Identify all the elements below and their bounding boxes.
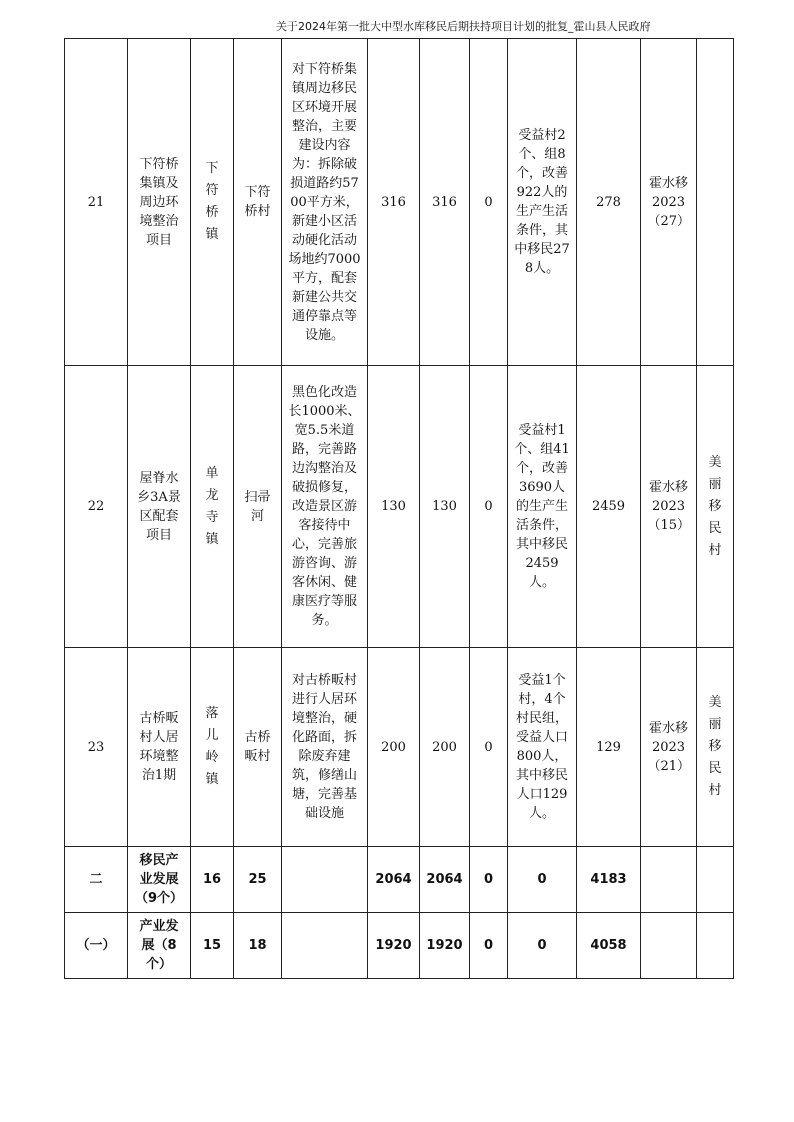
category-name: 产业发展（8个） [128,913,191,979]
construction-content [282,913,368,979]
fund-amount: 200 [420,648,470,847]
category-name: 移民产业发展（9个） [128,847,191,913]
table-row [65,366,734,648]
approval-document: 霍水移2023（27） [641,39,697,366]
total-investment: 200 [368,648,420,847]
other-amount: 0 [470,366,508,648]
town-count: 15 [191,913,234,979]
village-count: 25 [234,847,282,913]
approval-document: 霍水移2023（21） [641,648,697,847]
town-name: 落儿岭镇 [191,648,234,847]
approval-document [641,913,697,979]
remark [697,847,734,913]
benefit-description: 受益村2个、组8个，改善922人的生产生活条件，其中移民278人。 [508,39,577,366]
project-table [64,38,734,979]
other-amount: 0 [470,39,508,366]
page-header-title: 关于2024年第一批大中型水库移民后期扶持项目计划的批复_霍山县人民政府 [276,20,651,33]
fund-amount: 130 [420,366,470,648]
migrant-count: 129 [577,648,641,847]
summary-row [65,847,734,913]
table-row [65,648,734,847]
project-name: 下符桥集镇及周边环境整治项目 [128,39,191,366]
project-name: 古桥畈村人居环境整治1期 [128,648,191,847]
village-name: 下符桥村 [234,39,282,366]
total-investment: 1920 [368,913,420,979]
remark [697,913,734,979]
benefit-description: 受益村1个、组41个，改善3690人的生产生活条件，其中移民2459人。 [508,366,577,648]
fund-amount: 2064 [420,847,470,913]
category-number: （一） [65,913,128,979]
village-count: 18 [234,913,282,979]
migrant-count: 4183 [577,847,641,913]
total-investment: 316 [368,39,420,366]
category-number: 二 [65,847,128,913]
fund-amount: 1920 [420,913,470,979]
summary-row [65,913,734,979]
town-count: 16 [191,847,234,913]
village-name: 扫帚河 [234,366,282,648]
construction-content [282,847,368,913]
project-name: 屋脊水乡3A景区配套项目 [128,366,191,648]
town-name: 单龙寺镇 [191,366,234,648]
migrant-count: 2459 [577,366,641,648]
town-name: 下符桥镇 [191,39,234,366]
remark [697,39,734,366]
other-amount: 0 [470,648,508,847]
migrant-count: 278 [577,39,641,366]
construction-content: 黑色化改造长1000米、宽5.5米道路，完善路边沟整治及破损修复，改造景区游客接待中心，完善旅游咨询、游客休闲、健康医疗等服务。 [282,366,368,648]
approval-document: 霍水移2023（15） [641,366,697,648]
remark: 美丽移民村 [697,648,734,847]
approval-document [641,847,697,913]
row-number: 23 [65,648,128,847]
benefit-description: 受益1个村，4个村民组，受益人口800人，其中移民人口129人。 [508,648,577,847]
benefit-description: 0 [508,913,577,979]
row-number: 22 [65,366,128,648]
total-investment: 130 [368,366,420,648]
other-amount: 0 [470,913,508,979]
other-amount: 0 [470,847,508,913]
construction-content: 对古桥畈村进行人居环境整治，硬化路面，拆除废弃建筑，修缮山塘，完善基础设施 [282,648,368,847]
total-investment: 2064 [368,847,420,913]
village-name: 古桥畈村 [234,648,282,847]
table-row [65,39,734,366]
migrant-count: 4058 [577,913,641,979]
fund-amount: 316 [420,39,470,366]
row-number: 21 [65,39,128,366]
remark: 美丽移民村 [697,366,734,648]
construction-content: 对下符桥集镇周边移民区环境开展整治，主要建设内容为：拆除破损道路约5700平方米，新建小区活动硬化活动场地约7000平方，配套新建公共交通停靠点等设施。 [282,39,368,366]
benefit-description: 0 [508,847,577,913]
